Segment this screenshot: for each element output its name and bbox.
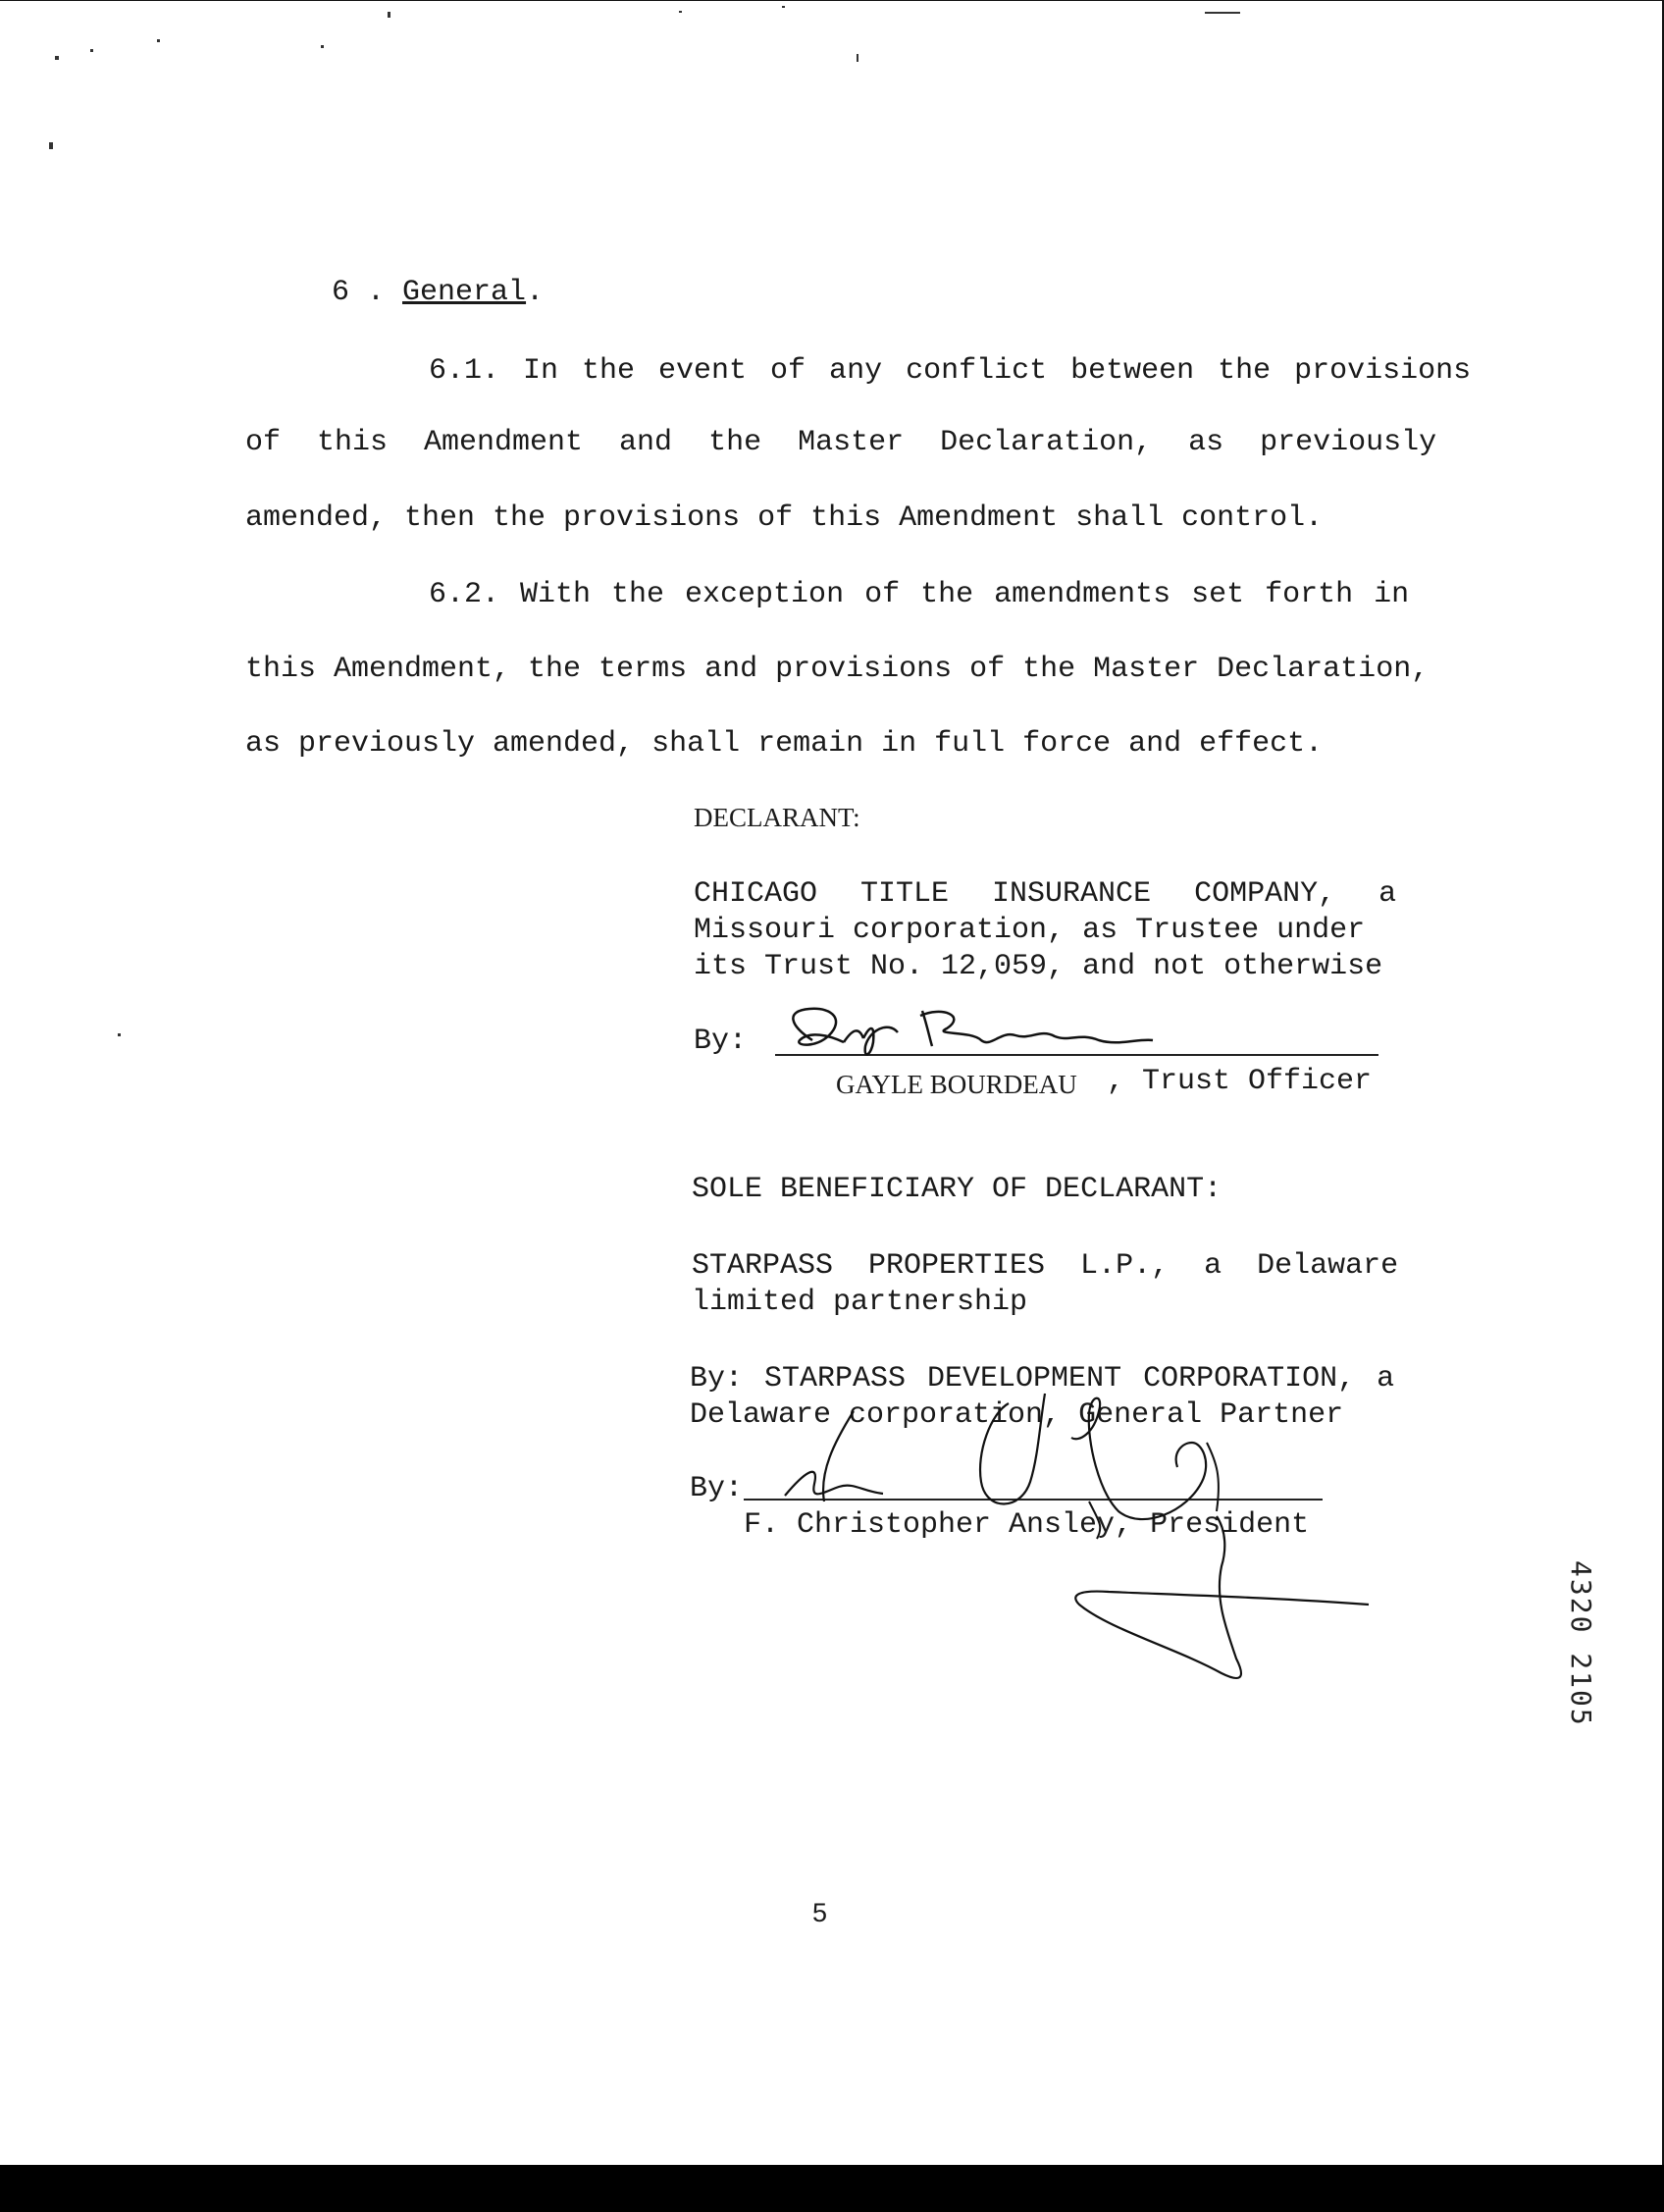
page-number: 5: [812, 1898, 828, 1927]
declarant-entity-line-3: its Trust No. 12,059, and not otherwise: [694, 950, 1383, 983]
beneficiary-signer-line: F. Christopher Ansley, President: [744, 1508, 1310, 1542]
declarant-signer-name: GAYLE BOURDEAU: [836, 1070, 1077, 1099]
margin-stamp: 4320 2105: [1565, 1560, 1597, 1727]
paragraph-6-1-line-3: amended, then the provisions of this Amendment shall control.: [245, 501, 1324, 535]
declarant-heading: DECLARANT:: [694, 803, 860, 832]
section-title-suffix: .: [526, 276, 545, 309]
paragraph-6-2-line-1: 6.2. With the exception of the amendments set forth in: [429, 578, 1410, 611]
beneficiary-partner-line-2: Delaware corporation, General Partner: [690, 1398, 1344, 1432]
section-title: General: [402, 276, 527, 309]
paragraph-6-1-line-2: of this Amendment and the Master Declaration, as previously: [245, 426, 1437, 459]
declarant-by-label: By:: [694, 1025, 748, 1058]
beneficiary-partner-line-1: By: STARPASS DEVELOPMENT CORPORATION, a: [690, 1362, 1395, 1396]
declarant-entity-line-1: CHICAGO TITLE INSURANCE COMPANY, a: [694, 877, 1397, 911]
beneficiary-entity-line-1: STARPASS PROPERTIES L.P., a Delaware: [692, 1249, 1399, 1283]
declarant-entity-line-2: Missouri corporation, as Trustee under: [694, 914, 1366, 947]
beneficiary-heading: SOLE BENEFICIARY OF DECLARANT:: [692, 1173, 1222, 1206]
section-number: 6 .: [332, 276, 386, 309]
paragraph-6-2-line-2: this Amendment, the terms and provisions of the Master Declaration,: [245, 653, 1430, 686]
declarant-signer-title: , Trust Officer: [1107, 1065, 1373, 1098]
scan-bottom-band: [0, 2165, 1664, 2212]
beneficiary-entity-line-2: limited partnership: [692, 1286, 1028, 1319]
beneficiary-by-label: By:: [690, 1472, 744, 1505]
paragraph-6-1-line-1: 6.1. In the event of any conflict between the provisions: [429, 354, 1472, 388]
paragraph-6-2-line-3: as previously amended, shall remain in full force and effect.: [245, 727, 1324, 761]
